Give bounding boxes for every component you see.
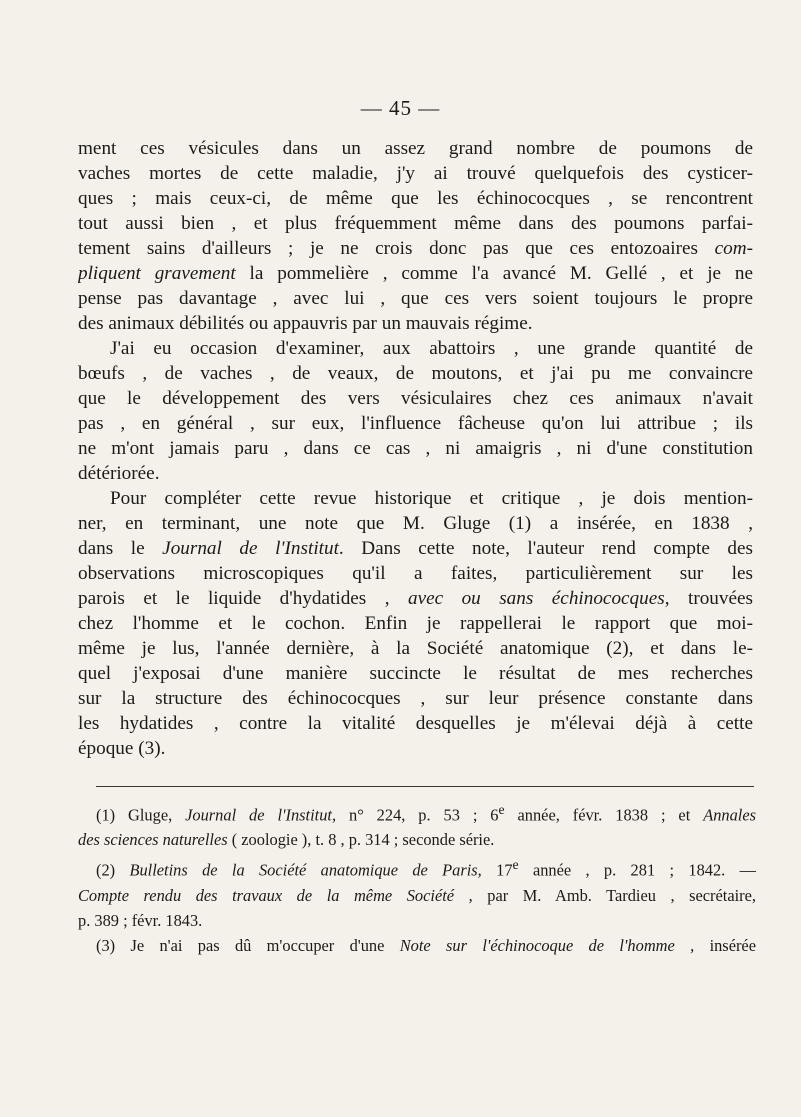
text-line: bœufs , de vaches , de veaux, de moutons, et j'ai pu me convaincre — [78, 363, 753, 384]
footnote-2-text: année , p. 281 ; 1842. — — [532, 860, 756, 880]
footnote-1 — [78, 797, 756, 827]
text-line — [78, 236, 753, 261]
italic-text: des sciences naturelles — [78, 830, 228, 850]
footnote-1-cont — [78, 827, 756, 852]
footnote-1-text: n° 224, p. 53 ; 6 — [349, 805, 499, 825]
text-line: époque (3). — [78, 738, 166, 759]
footnote-divider — [96, 786, 754, 787]
footnote-1-text: ( zoologie ), t. 8 , p. 314 ; seconde série. — [231, 830, 495, 850]
footnote-3-text: insérée — [709, 935, 756, 955]
text-line: des animaux débilités ou appauvris par un mauvais régime. — [78, 313, 533, 334]
superscript: e — [498, 802, 505, 817]
body-text — [78, 136, 753, 761]
text-line — [78, 536, 753, 561]
text-line: tout aussi bien , et plus fréquemment même dans des poumons parfai- — [78, 213, 753, 234]
footnote-2-cont — [78, 883, 756, 908]
text-line: ner, en terminant, une note que M. Gluge (1) a insérée, en 1838 , — [78, 513, 753, 534]
footnote-2 — [78, 852, 756, 882]
text-line: pas , en général , sur eux, l'influence fâcheuse qu'on lui attribue ; ils — [78, 413, 753, 434]
italic-text: avec ou sans échinococques — [407, 588, 665, 609]
text-line: sur la structure des échinococques , sur leur présence constante dans — [78, 688, 753, 709]
superscript: e — [512, 857, 519, 873]
italic-text: Bulletins de la Société anatomique de Paris, — [129, 860, 482, 880]
italic-text: Journal de l'Institut — [162, 538, 339, 559]
text-segment: parois et le liquide d'hydatides , — [78, 588, 390, 609]
text-line: chez l'homme et le cochon. Enfin je rappellerai le rapport que moi- — [78, 613, 753, 634]
text-line: vaches mortes de cette maladie, j'y ai trouvé quelquefois des cysticer- — [78, 163, 753, 184]
text-line: les hydatides , contre la vitalité desquelles je m'élevai déjà à cette — [78, 713, 753, 734]
footnote-3 — [78, 933, 756, 958]
italic-text: pliquent gravement — [78, 263, 236, 284]
italic-text: Annales — [703, 805, 756, 825]
text-line — [78, 261, 753, 286]
text-line: J'ai eu occasion d'examiner, aux abattoirs , une grande quantité de — [110, 338, 753, 359]
italic-text: Note sur l'échinocoque de l'homme , — [399, 935, 695, 955]
footnote-2-cont: p. 389 ; févr. 1843. — [78, 910, 203, 930]
text-line: ques ; mais ceux-ci, de même que les échinococques , se rencontrent — [78, 188, 753, 209]
text-line: ment ces vésicules dans un assez grand nombre de poumons de — [78, 138, 753, 159]
text-line: détériorée. — [78, 463, 160, 484]
footnote-1-text: année, févr. 1838 ; et — [517, 805, 691, 825]
italic-text: Journal de l'Institut, — [185, 805, 337, 825]
text-line: même je lus, l'année dernière, à la Société anatomique (2), et dans le- — [78, 638, 753, 659]
text-segment: la pommelière , comme l'a avancé M. Gellé , et je ne — [249, 263, 753, 284]
text-segment: tement sains d'ailleurs ; je ne crois donc pas que ces entozoaires — [78, 238, 699, 259]
text-line: pense pas davantage , avec lui , que ces vers soient toujours le propre — [78, 288, 753, 309]
text-segment: dans le — [78, 538, 145, 559]
text-line: observations microscopiques qu'il a faites, particulièrement sur les — [78, 563, 753, 584]
text-line — [78, 586, 753, 611]
text-line: ne m'ont jamais paru , dans ce cas , ni amaigris , ni d'une constitution — [78, 438, 753, 459]
italic-text: Compte rendu des travaux de la même Société , — [78, 885, 473, 905]
text-line: que le développement des vers vésiculaires chez ces animaux n'avait — [78, 388, 753, 409]
footnote-2-text: par M. Amb. Tardieu , secrétaire, — [487, 885, 756, 905]
footnote-1-text: (1) Gluge, — [96, 805, 173, 825]
footnote-3-text: (3) Je n'ai pas dû m'occuper d'une — [96, 935, 385, 955]
footnotes — [78, 797, 756, 958]
text-segment: , trouvées — [664, 588, 753, 609]
italic-text: com- — [714, 238, 753, 259]
text-line: quel j'exposai d'une manière succincte le résultat de mes recherches — [78, 663, 753, 684]
page-number: — 45 — — [360, 96, 441, 120]
text-line: Pour compléter cette revue historique et critique , je dois mention- — [110, 488, 753, 509]
footnote-2-text: (2) — [96, 860, 116, 880]
footnote-2-text: 17 — [496, 860, 513, 880]
text-segment: . Dans cette note, l'auteur rend compte des — [338, 538, 753, 559]
